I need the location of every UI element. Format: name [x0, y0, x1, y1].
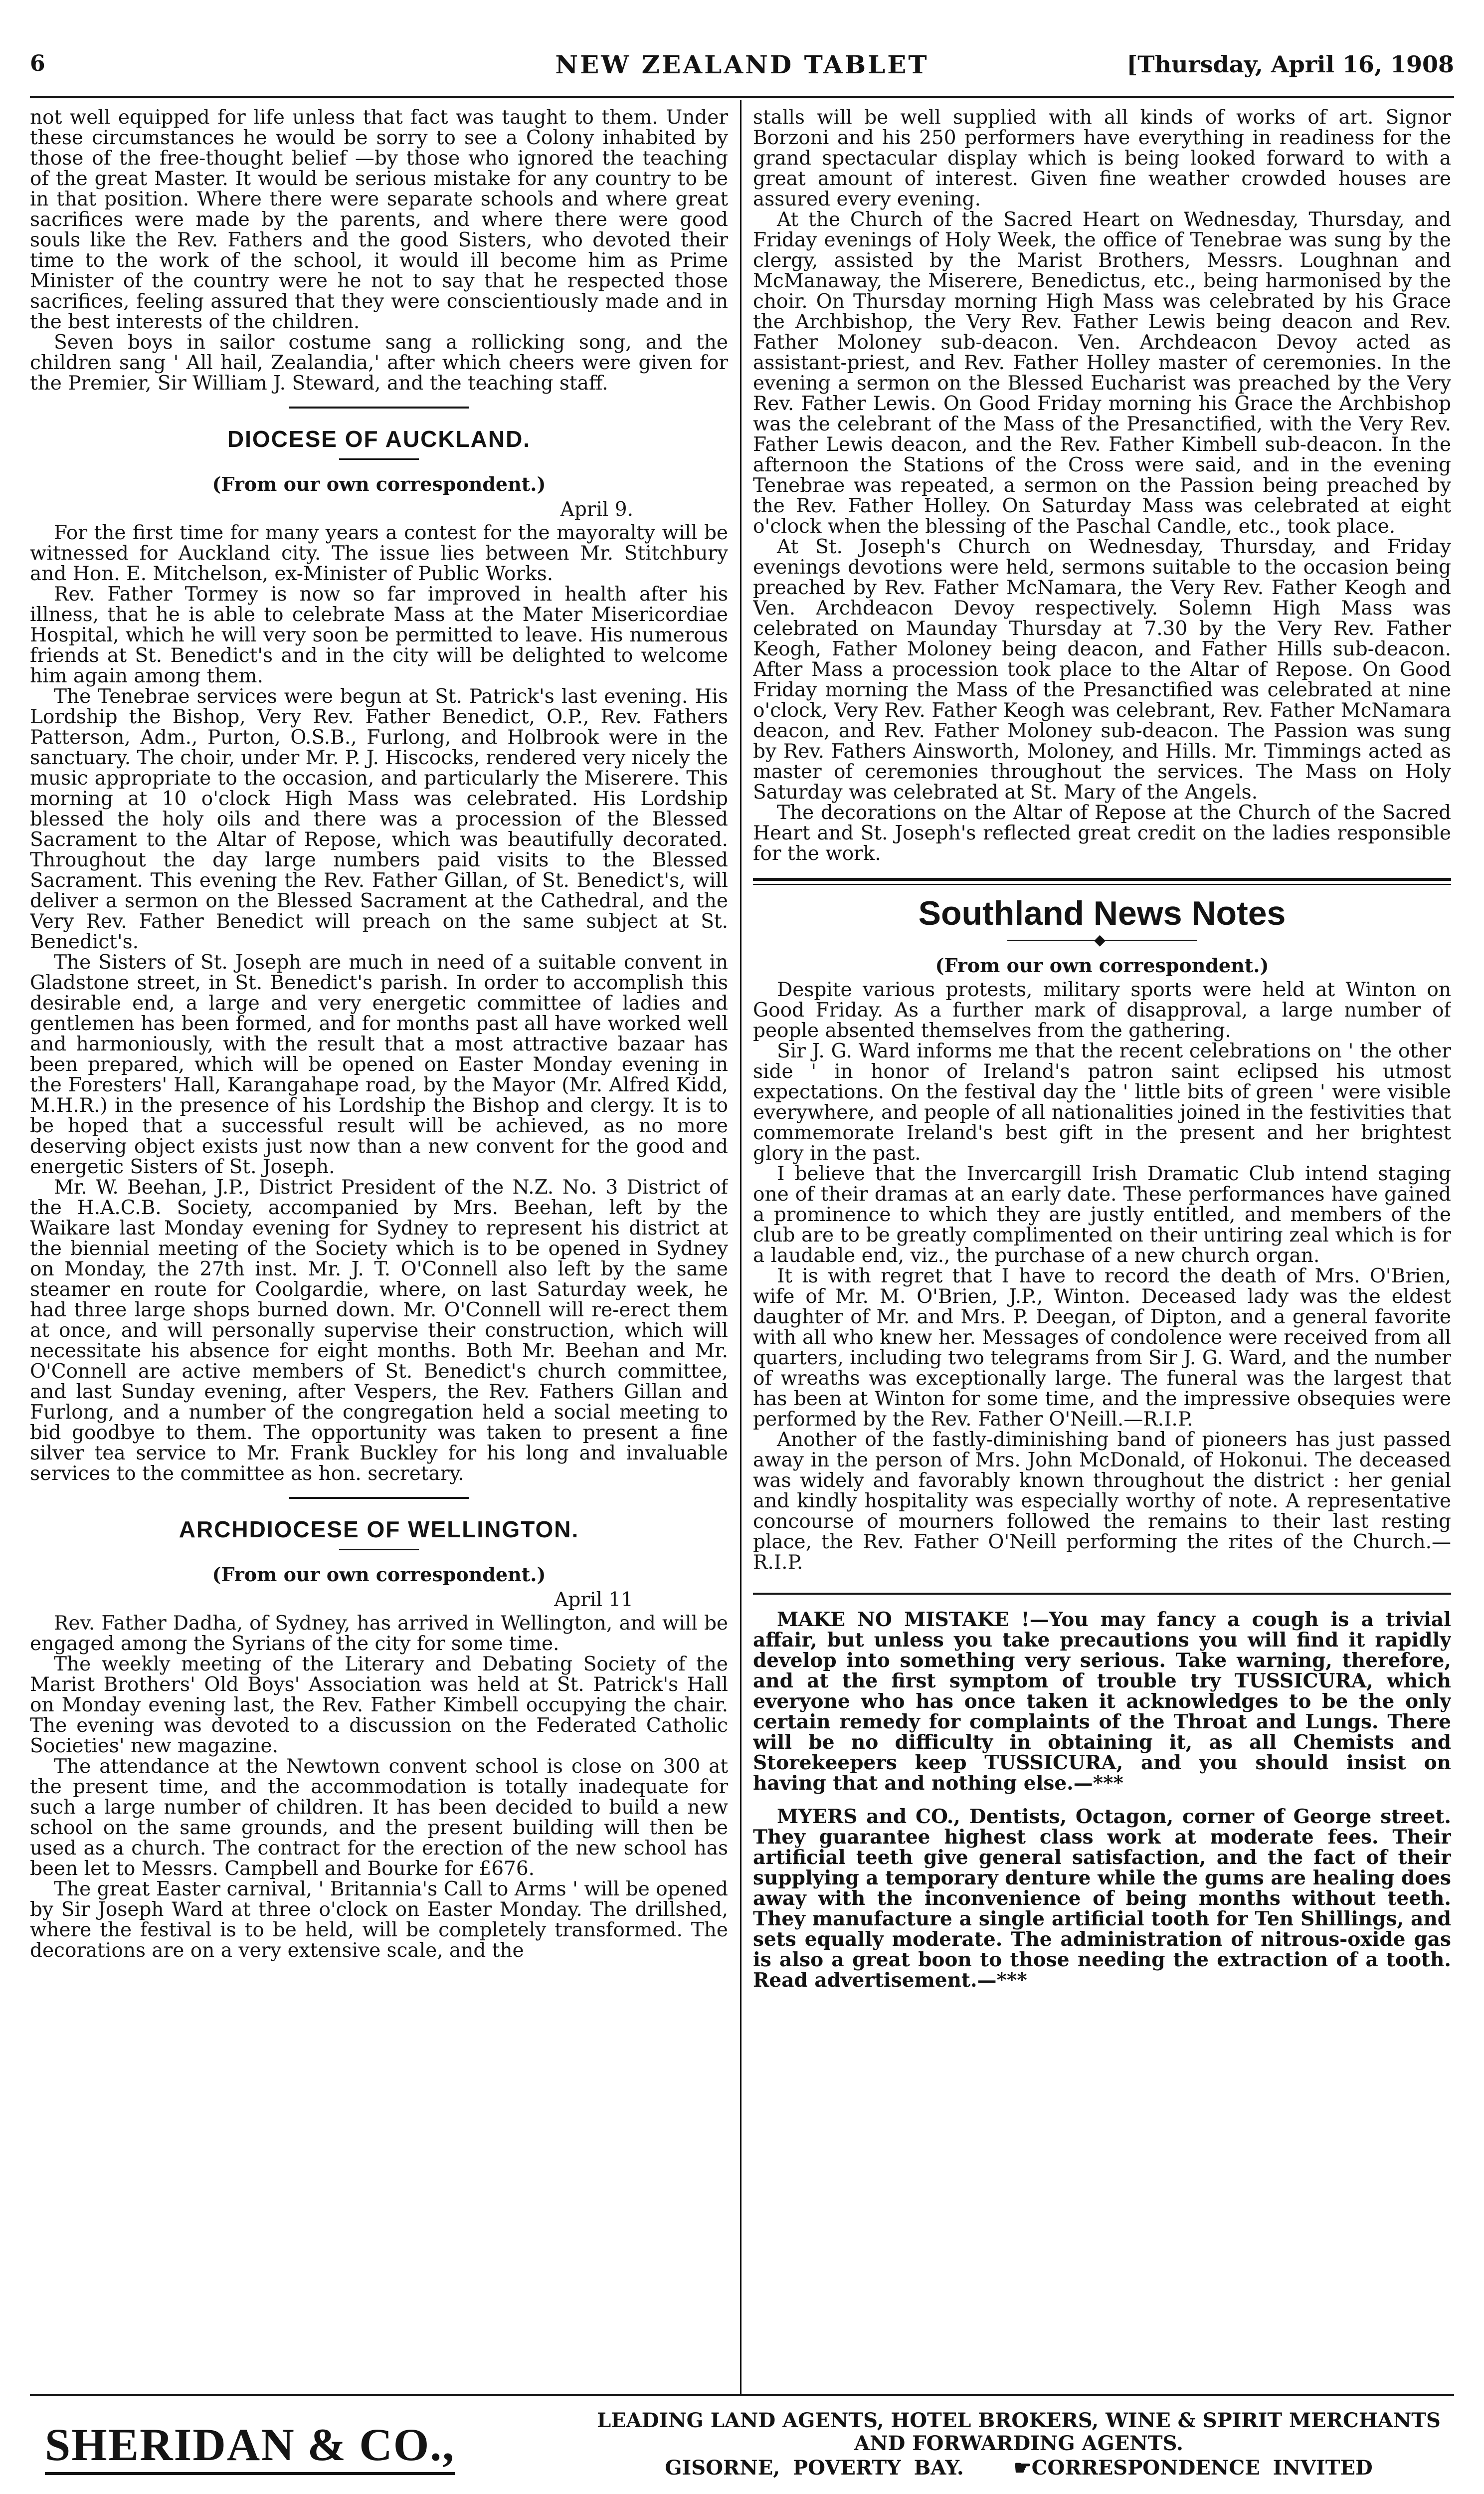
footer-details — [583, 2409, 1454, 2481]
footer-address: GISORNE, POVERTY BAY. — [665, 2456, 964, 2480]
article-paragraph: Seven boys in sailor costume sang a rollicking song, and the children sang ' All hail, Zealandia,' after which cheers were given for the Premier, Sir William J. Steward, and the teaching staff. — [30, 331, 728, 395]
article-paragraph: For the first time for many years a contest for the mayoralty will be witnessed for Auckland city. The issue lies between Mr. Stitchbury and Hon. E. Mitchelson, ex-Minister of Public Works. — [30, 522, 728, 585]
article-paragraph: Rev. Father Dadha, of Sydney, has arrived in Wellington, and will be engaged among the Syrians of the city for some time. — [30, 1612, 728, 1655]
article-paragraph: At St. Joseph's Church on Wednesday, Thursday, and Friday evenings devotions were held, sermons suitable to the occasion being preached by Rev. Father McNamara, the Very Rev. Father Keogh and Ven. Archdeacon Devoy respectively. Solemn High Mass was celebrated on Maunday Thursday at 7.30 by the Very Rev. Father Keogh, Father Moloney being deacon, and Father Hills sub-deacon. After Mass a procession took place to the Altar of Repose. On Good Friday morning the Mass of the Presanctified was celebrated at nine o'clock, Very Rev. Father Keogh was celebrant, Rev. Father McNamara deacon, and Rev. Father Moloney sub-deacon. The Passion was sung by Rev. Fathers Ainsworth, Moloney, and Hills. Mr. Timmings acted as master of ceremonies throughout the services. The Mass on Holy Saturday was celebrated at St. Mary of the Angels. — [753, 536, 1451, 804]
column-divider — [740, 100, 742, 2394]
masthead-title: NEW ZEALAND TABLET — [555, 50, 929, 79]
auckland-correspondent: (From our own correspondent.) — [212, 473, 546, 495]
southland-correspondent: (From our own correspondent.) — [935, 954, 1269, 977]
auckland-heading: DIOCESE OF AUCKLAND. — [227, 426, 531, 452]
article-paragraph: The Sisters of St. Joseph are much in need of a suitable convent in Gladstone street, in St. Benedict's parish. In order to accomplish this desirable end, a large and very energetic committee of ladies and gentlemen has been formed, and for months past all have worked well and harmoniously, with the result that a most attractive bazaar has been prepared, which will be opened on Easter Monday evening in the Foresters' Hall, Karangahape road, by the Mayor (Mr. Alfred Kidd, M.H.R.) in the presence of his Lordship the Bishop and clergy. It is to be hoped that a successful result will be achieved, as no more deserving object exists just now than a new convent for the good and energetic Sisters of St. Joseph. — [30, 951, 728, 1178]
footer-correspondence: ☛CORRESPONDENCE INVITED — [1013, 2456, 1373, 2480]
article-paragraph: At the Church of the Sacred Heart on Wednesday, Thursday, and Friday evenings of Holy Week, the office of Tenebrae was sung by the clergy, assisted by the Marist Brothers, Messrs. Loughnan and McManaway, the Miserere, Benedictus, etc., being harmonised by the choir. On Thursday morning High Mass was celebrated by his Grace the Archbishop, the Very Rev. Father Lewis being deacon and Rev. Father Moloney sub-deacon. Ven. Archdeacon Devoy acted as assistant-priest, and Rev. Father Holley master of ceremonies. In the evening a sermon on the Blessed Eucharist was preached by the Very Rev. Father Lewis. On Good Friday morning his Grace the Archbishop was the celebrant of the Mass of the Presanctified, with the Very Rev. Father Lewis deacon, and the Rev. Father Kimbell sub-deacon. In the afternoon the Stations of the Cross were said, and in the evening Tenebrae was repeated, a sermon on the Passion being preached by the Rev. Father Holley. On Saturday Mass was celebrated at eight o'clock when the blessing of the Paschal Candle, etc., took place. — [753, 208, 1451, 538]
wellington-dateline: April 11 — [554, 1589, 633, 1611]
article-paragraph: The decorations on the Altar of Repose at the Church of the Sacred Heart and St. Joseph's reflected great credit on the ladies responsible for the work. — [753, 802, 1451, 865]
article-paragraph: Rev. Father Tormey is now so far improved in health after his illness, that he is able to celebrate Mass at the Mater Misericordiae Hospital, which he will very soon be permitted to leave. His numerous friends at St. Benedict's and in the city will be delighted to welcome him again among them. — [30, 583, 728, 687]
wellington-heading: ARCHDIOCESE OF WELLINGTON. — [179, 1516, 579, 1542]
footer-advertisement — [30, 2409, 1454, 2489]
advertisement-tussicura: MAKE NO MISTAKE !—You may fancy a cough is a trivial affair, but unless you take precautions you will find it rapidly develop into something very serious. Take warning, therefore, and at the first symptom of trouble try TUSSICURA, which everyone who has once taken it acknowledges to be the only certain remedy for complaints of the Throat and Lungs. There will be no difficulty in obtaining it, as all Chemists and Storekeepers keep TUSSICURA, and you should insist on having that and nothing else.—*** — [753, 1608, 1451, 1795]
footer-line-2: AND FORWARDING AGENTS. — [854, 2432, 1183, 2455]
article-paragraph: The great Easter carnival, ' Britannia's Call to Arms ' will be opened by Sir Joseph Ward at three o'clock on Easter Monday. The drillshed, where the festival is to be held, will be completely transformed. The decorations are on a very extensive scale, and the — [30, 1878, 728, 1962]
article-paragraph: The weekly meeting of the Literary and Debating Society of the Marist Brothers' Old Boys' Association was held at St. Patrick's Hall on Monday evening last, the Rev. Father Kimbell occupying the chair. The evening was devoted to a discussion on the Federated Catholic Societies' new magazine. — [30, 1653, 728, 1757]
footer-rule — [30, 2394, 1454, 2396]
auckland-dateline: April 9. — [560, 498, 633, 521]
wellington-correspondent: (From our own correspondent.) — [212, 1563, 546, 1586]
page-header — [30, 45, 1454, 90]
heading-rule — [339, 458, 419, 460]
section-rule — [289, 1497, 469, 1499]
southland-heading: Southland News Notes — [918, 894, 1286, 932]
article-paragraph: The attendance at the Newtown convent school is close on 300 at the present time, and the accommodation is totally inadequate for such a large number of children. It has been decided to build a new school on the same grounds, and the present building will then be used as a church. The contract for the erection of the new school has been let to Messrs. Campbell and Bourke for £676. — [30, 1755, 728, 1880]
article-paragraph: It is with regret that I have to record the death of Mrs. O'Brien, wife of Mr. M. O'Brien, J.P., Winton. Deceased lady was the eldest daughter of Mr. and Mrs. P. Deegan, of Dipton, and a general favorite with all who knew her. Messages of condolence were received from all quarters, including two telegrams from Sir J. G. Ward, and the number of wreaths was exceptionally large. The funeral was the largest that has been at Winton for some time, and the impressive obsequies were performed by the Rev. Father O'Neill.—R.I.P. — [753, 1265, 1451, 1431]
article-paragraph: Another of the fastly-diminishing band of pioneers has just passed away in the person of Mrs. John McDonald, of Hokonui. The deceased was widely and favorably known throughout the district : her genial and kindly hospitality was especially worthy of note. A representative concourse of mourners followed the remains to their last resting place, the Rev. Father O'Neill performing the rites of the Church.—R.I.P. — [753, 1429, 1451, 1574]
article-paragraph: Mr. W. Beehan, J.P., District President of the N.Z. No. 3 District of the H.A.C.B. Society, accompanied by Mrs. Beehan, left by the Waikare last Monday evening for Sydney to represent his district at the biennial meeting of the Society which is to be opened in Sydney on Monday, the 27th inst. Mr. J. T. O'Connell also left by the same steamer en route for Coolgardie, where, on last Saturday week, he had three large shops burned down. Mr. O'Connell will re-erect them at once, and will personally supervise their construction, which will necessitate his absence for eight months. Both Mr. Beehan and Mr. O'Connell are active members of St. Benedict's church committee, and last Sunday evening, after Vespers, the Rev. Fathers Gillan and Furlong, and a number of the congregation held a social meeting to bid goodbye to them. The opportunity was taken to present a fine silver tea service to Mr. Frank Buckley for his long and invaluable services to the committee as hon. secretary. — [30, 1176, 728, 1485]
article-paragraph: not well equipped for life unless that fact was taught to them. Under these circumstances he would be sorry to see a Colony inhabited by those of the free-thought belief —by those who ignored the teaching of the great Master. It would be serious mistake for any country to be in that position. Where there were separate schools and where great sacrifices were made by the parents, and where there were good souls like the Rev. Fathers and the good Sisters, who devoted their time to the work of the school, it would ill become him as Prime Minister of the country were he not to say that he respected those sacrifices, feeling assured that they were conscientiously made and in the best interests of the children. — [30, 107, 728, 333]
heading-rule — [339, 1549, 419, 1550]
issue-date: [Thursday, April 16, 1908 — [1126, 51, 1454, 78]
section-rule — [289, 407, 469, 409]
article-paragraph: The Tenebrae services were begun at St. Patrick's last evening. His Lordship the Bishop, Very Rev. Father Benedict, O.P., Rev. Fathers Patterson, Adm., Purton, O.S.B., Furlong, and Holbrook were in the sanctuary. The choir, under Mr. P. J. Hiscocks, rendered very nicely the music appropriate to the occasion, and particularly the Miserere. This morning at 10 o'clock High Mass was celebrated. His Lordship blessed the holy oils and there was a procession of the Blessed Sacrament to the Altar of Repose, which was beautifully decorated. Throughout the day large numbers paid visits to the Blessed Sacrament. This evening the Rev. Father Gillan, of St. Benedict's, will deliver a sermon on the Blessed Sacrament at the Cathedral, and the Very Rev. Father Benedict will preach on the same subject at St. Benedict's. — [30, 685, 728, 953]
right-column — [753, 107, 1451, 2447]
footer-line-3 — [583, 2455, 1454, 2481]
advertisement-myers: MYERS and CO., Dentists, Octagon, corner of George street. They guarantee highest class work at moderate fees. Their artificial teeth give general satisfaction, and the fact of their supplying a temporary denture while the gums are healing does away with the inconvenience of being months without teeth. They manufacture a single artificial tooth for Ten Shillings, and sets equally moderate. The administration of nitrous-oxide gas is also a great boon to those needing the extraction of a tooth. Read advertisement.—*** — [753, 1805, 1451, 1992]
footer-line-1: LEADING LAND AGENTS, HOTEL BROKERS, WINE & SPIRIT MERCHANTS — [597, 2409, 1441, 2432]
left-column — [30, 107, 728, 2447]
sheridan-name: SHERIDAN & CO., — [45, 2418, 455, 2475]
diamond-rule — [1007, 931, 1197, 949]
header-rule — [30, 96, 1454, 98]
page-number: 6 — [30, 51, 45, 76]
article-paragraph: I believe that the Invercargill Irish Dramatic Club intend staging one of their dramas at an early date. These performances have gained a prominence to which they are justly entitled, and members of the club are to be greatly complimented on their untiring zeal which is for a laudable end, viz., the purchase of a new church organ. — [753, 1163, 1451, 1267]
article-paragraph: Despite various protests, military sports were held at Winton on Good Friday. As a further mark of disapproval, a large number of people absented themselves from the gathering. — [753, 979, 1451, 1042]
advertisements — [753, 1593, 1451, 1991]
article-paragraph: stalls will be well supplied with all kinds of works of art. Signor Borzoni and his 250 performers have everything in readiness for the grand spectacular display which is being looked forward to with a great amount of interest. Given fine weather crowded houses are assured every evening. — [753, 107, 1451, 210]
article-paragraph: Sir J. G. Ward informs me that the recent celebrations on ' the other side ' in honor of Ireland's patron saint eclipsed his utmost expectations. On the festival day the ' little bits of green ' were visible everywhere, and people of all nationalities joined in the festivities that commemorate Ireland's best gift in the present and her brightest glory in the past. — [753, 1040, 1451, 1165]
diamond-ornament-icon: ◆ — [1094, 931, 1106, 949]
section-double-rule — [753, 878, 1451, 885]
